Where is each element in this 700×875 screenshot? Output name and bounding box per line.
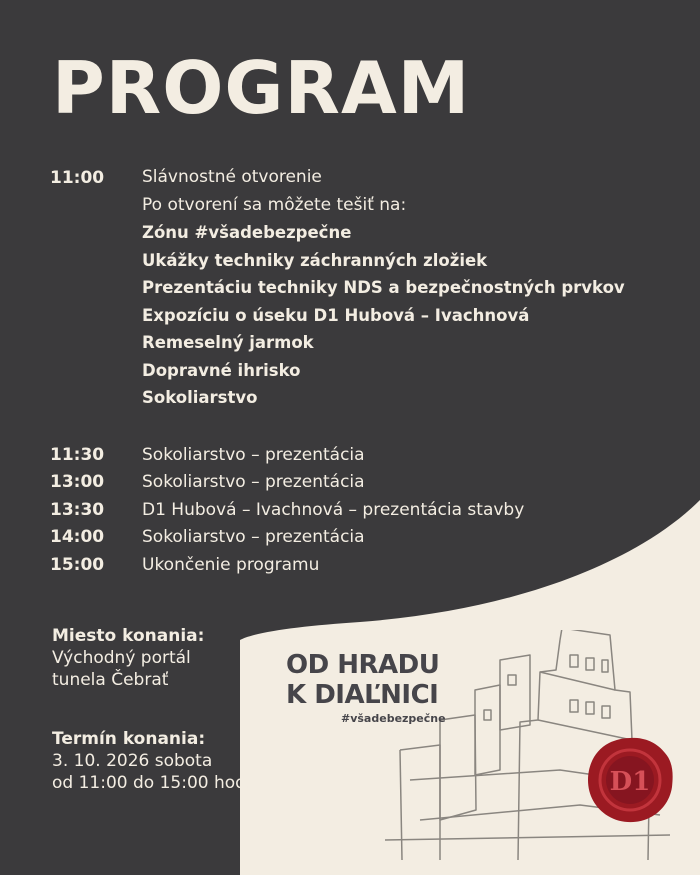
venue-line: Východný portál bbox=[52, 648, 191, 668]
venue-line: tunela Čebrať bbox=[52, 670, 169, 690]
activity-item: Sokoliarstvo – prezentácia bbox=[142, 472, 365, 492]
hashtag: #všadebezpečne bbox=[341, 712, 446, 725]
page-title: PROGRAM bbox=[52, 46, 471, 130]
seal-text: D1 bbox=[609, 767, 651, 797]
activity-item: Slávnostné otvorenie bbox=[142, 167, 322, 187]
activity-item: Ukážky techniky záchranných zložiek bbox=[142, 250, 488, 270]
time-label: 14:00 bbox=[50, 527, 105, 547]
event-logo bbox=[286, 650, 446, 725]
activity-item: Expozíciu o úseku D1 Hubová – Ivachnová bbox=[142, 305, 530, 325]
date-info bbox=[52, 728, 251, 794]
activity-item: Remeselný jarmok bbox=[142, 333, 314, 352]
activity-item: Sokoliarstvo bbox=[142, 388, 258, 407]
activity-item: Sokoliarstvo – prezentácia bbox=[142, 444, 365, 465]
time-label: 13:00 bbox=[50, 472, 105, 492]
schedule-row bbox=[50, 524, 690, 552]
activity-item: D1 Hubová – Ivachnová – prezentácia stavby bbox=[142, 499, 525, 520]
activity-item: Dopravné ihrisko bbox=[142, 360, 301, 380]
activity-item: Ukončenie programu bbox=[142, 554, 320, 575]
time-label: 11:30 bbox=[50, 444, 105, 465]
schedule-row bbox=[50, 552, 690, 580]
schedule-row bbox=[50, 442, 690, 470]
venue-info bbox=[52, 625, 204, 691]
activity-list bbox=[142, 164, 690, 412]
activity-item: Sokoliarstvo – prezentácia bbox=[142, 527, 365, 547]
schedule-row bbox=[50, 469, 690, 497]
logo-line: OD HRADU bbox=[286, 650, 440, 680]
venue-heading: Miesto konania: bbox=[52, 626, 205, 646]
time-label: 15:00 bbox=[50, 554, 105, 575]
date-heading: Termín konania: bbox=[52, 729, 206, 749]
wax-seal-icon bbox=[585, 735, 675, 825]
time-label: 13:30 bbox=[50, 499, 105, 520]
date-line: od 11:00 do 15:00 hod. bbox=[52, 773, 252, 793]
schedule-row-main bbox=[50, 164, 690, 412]
schedule bbox=[50, 164, 690, 579]
time-label: 11:00 bbox=[50, 168, 105, 188]
activity-item: Zónu #všadebezpečne bbox=[142, 223, 352, 242]
logo-line: K DIAĽNICI bbox=[286, 680, 439, 710]
date-line: 3. 10. 2026 sobota bbox=[52, 751, 213, 771]
activity-item: Po otvorení sa môžete tešiť na: bbox=[142, 194, 407, 215]
schedule-row bbox=[50, 497, 690, 525]
activity-item: Prezentáciu techniky NDS a bezpečnostných prvkov bbox=[142, 278, 625, 297]
